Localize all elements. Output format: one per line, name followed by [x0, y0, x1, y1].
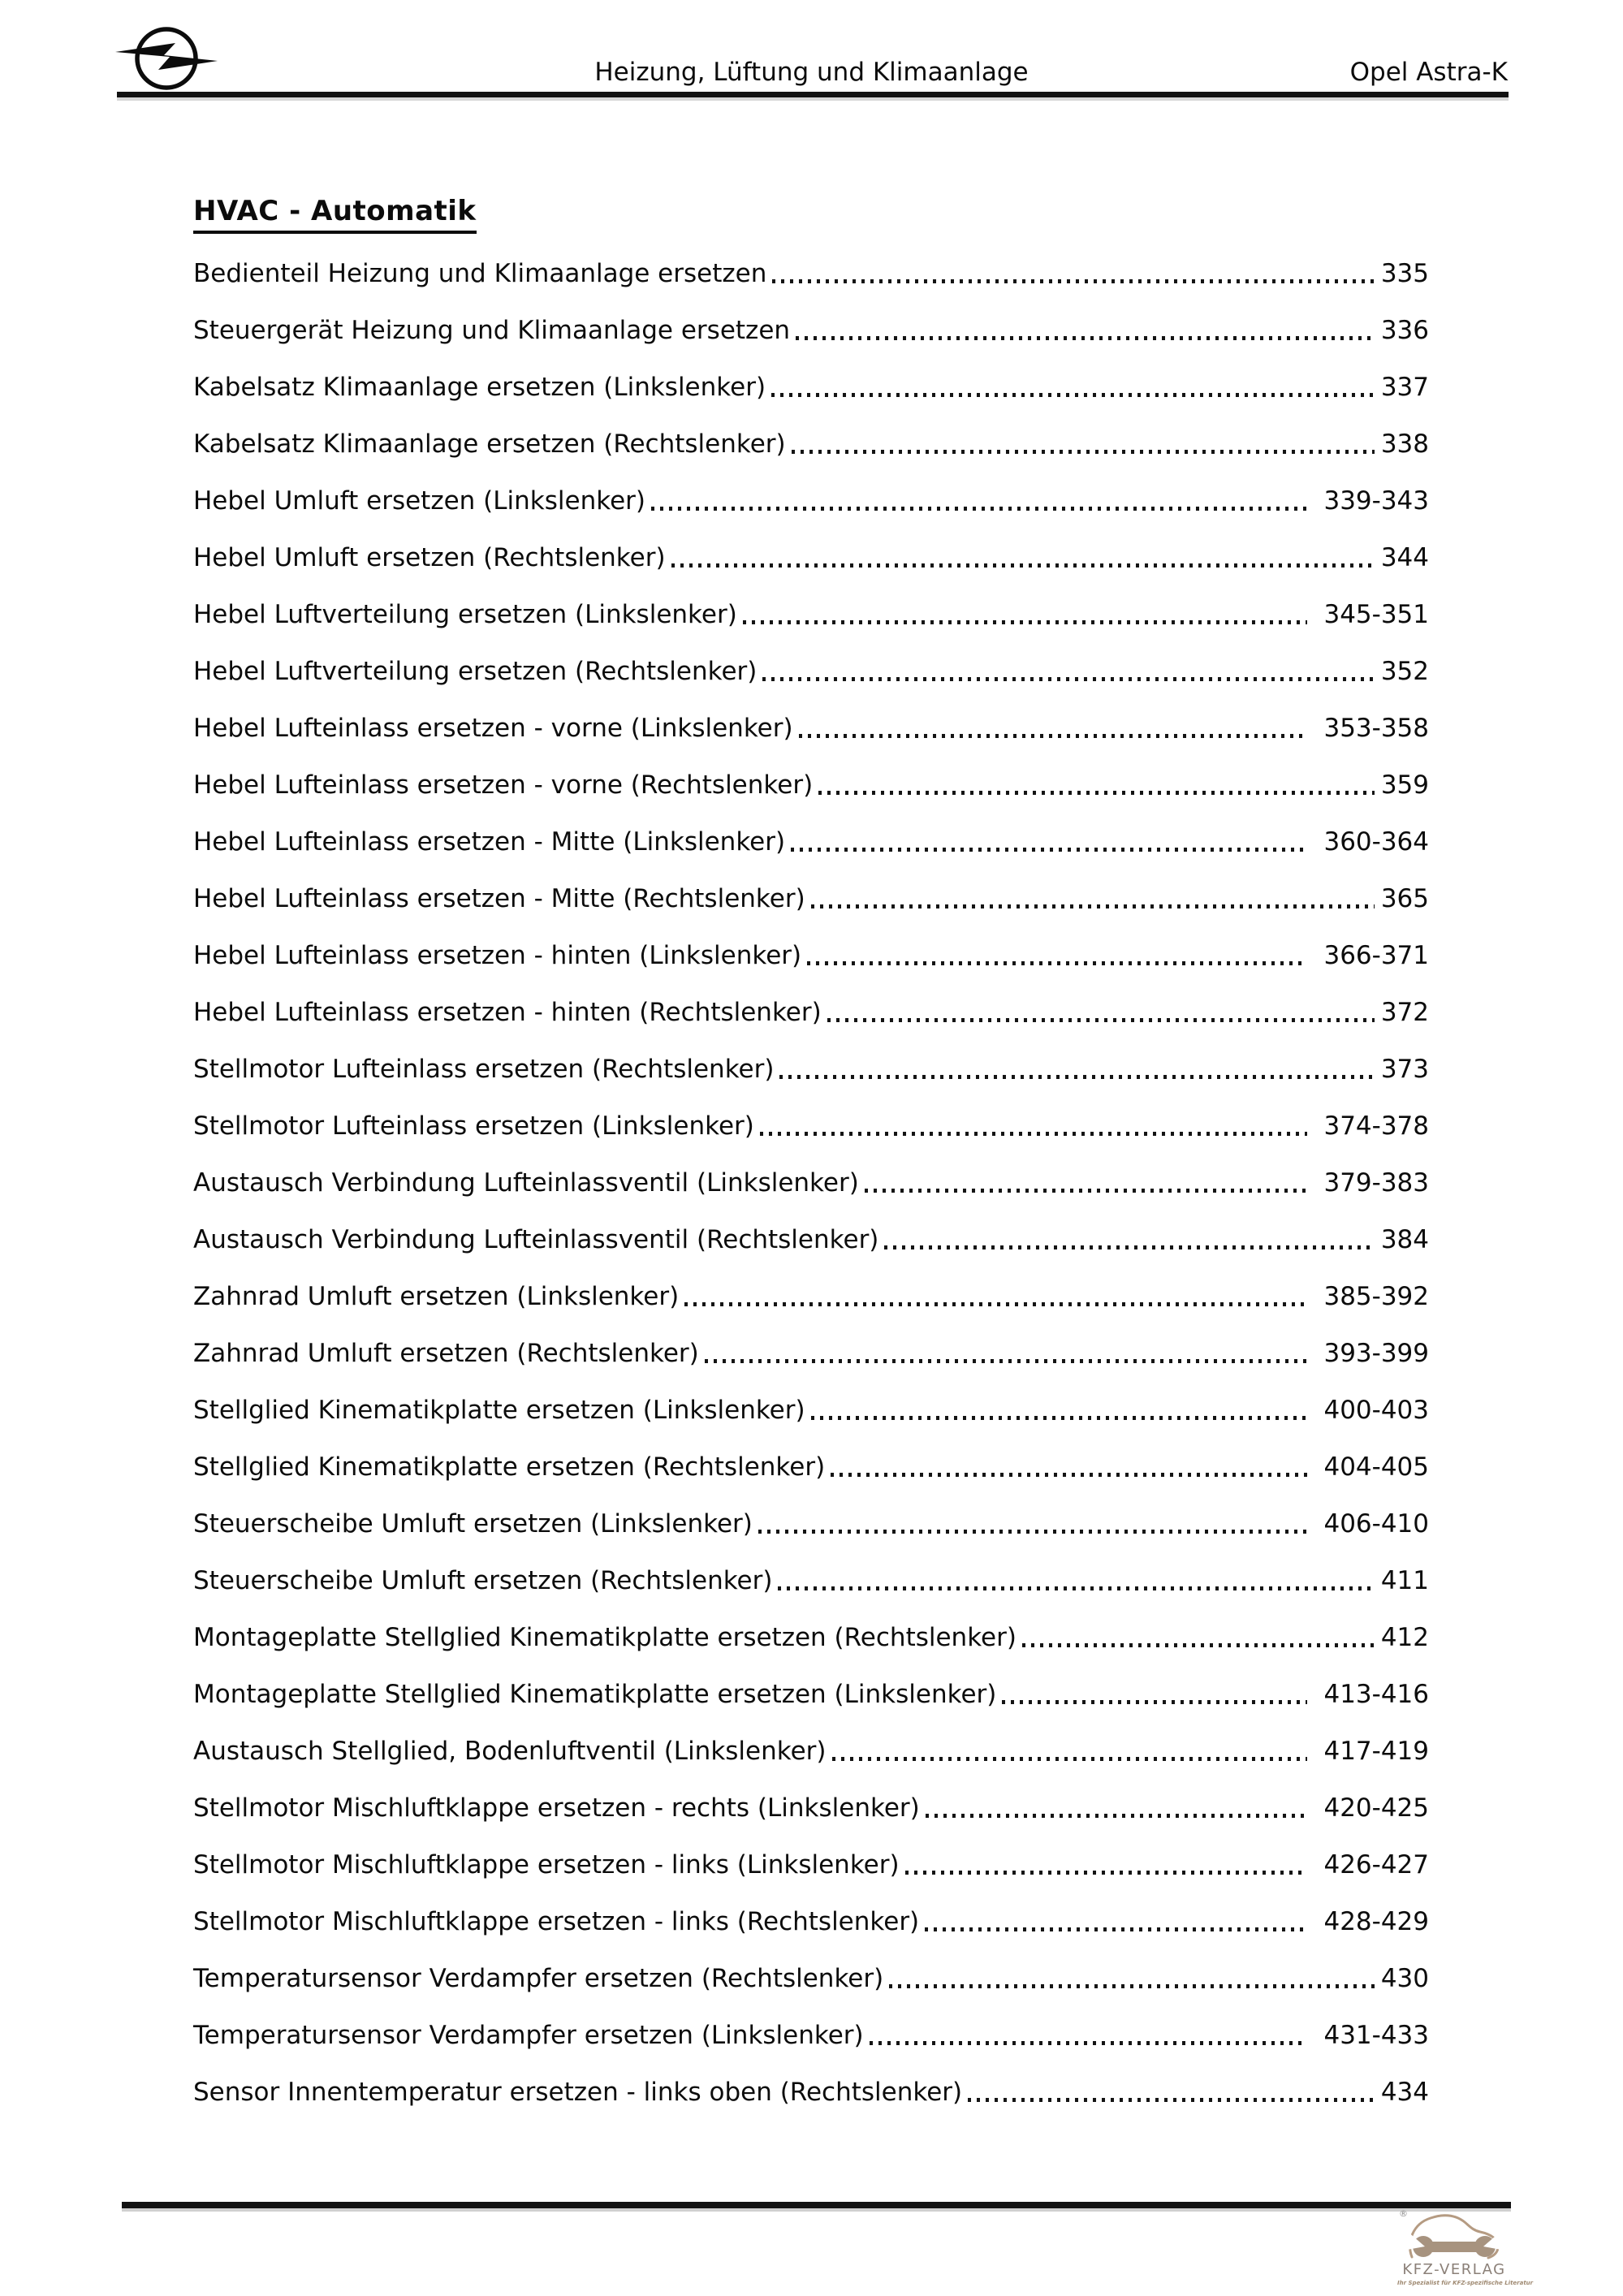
toc-entry-label: Temperatursensor Verdampfer ersetzen (Linkslenker): [193, 2021, 864, 2050]
toc-entry: [193, 529, 1429, 586]
toc-entry-label: Austausch Stellglied, Bodenluftventil (Linkslenker): [193, 1737, 827, 1766]
toc-entry-label: Temperatursensor Verdampfer ersetzen (Rechtslenker): [193, 1964, 884, 1993]
toc-entry-label: Kabelsatz Klimaanlage ersetzen (Rechtslenker): [193, 429, 786, 459]
dot-leader: [762, 643, 1374, 700]
toc-entry-page-number: 372: [1380, 998, 1429, 1027]
toc-entry: [193, 302, 1429, 359]
toc-entry: [193, 2064, 1429, 2121]
toc-entry-page-number: 393-399: [1323, 1339, 1429, 1368]
dot-leader: [671, 529, 1375, 586]
dot-leader: [818, 757, 1375, 814]
toc-entry: [193, 1495, 1429, 1552]
toc-entry-label: Stellmotor Mischluftklappe ersetzen - rechts (Linkslenker): [193, 1793, 920, 1823]
dot-leader: [778, 1552, 1374, 1609]
toc-entry-page-number: 345-351: [1323, 600, 1429, 629]
dot-leader: [758, 1495, 1308, 1552]
dot-leader: [827, 984, 1375, 1041]
toc-entry: [193, 1723, 1429, 1780]
toc-entry-page-number: 430: [1380, 1964, 1429, 1993]
header-divider: [117, 92, 1509, 97]
toc-entry-label: Zahnrad Umluft ersetzen (Rechtslenker): [193, 1339, 699, 1368]
toc-entry-page-number: 411: [1380, 1566, 1429, 1595]
dot-leader: [811, 870, 1375, 927]
toc-entry-page-number: 359: [1380, 770, 1429, 800]
toc-entry-label: Hebel Lufteinlass ersetzen - hinten (Rechtslenker): [193, 998, 822, 1027]
toc-entry-page-number: 417-419: [1323, 1737, 1429, 1766]
dot-leader: [684, 1268, 1307, 1325]
dot-leader: [651, 473, 1307, 529]
toc-entry-page-number: 384: [1380, 1225, 1429, 1254]
toc-entry-label: Stellmotor Mischluftklappe ersetzen - links (Rechtslenker): [193, 1907, 920, 1936]
toc-entry-label: Kabelsatz Klimaanlage ersetzen (Linkslenker): [193, 373, 766, 402]
dot-leader: [811, 1382, 1308, 1439]
toc-list: [193, 245, 1429, 2121]
toc-entry-page-number: 374-378: [1323, 1111, 1429, 1141]
toc-entry-page-number: 385-392: [1323, 1282, 1429, 1311]
toc-entry: [193, 2007, 1429, 2064]
toc-entry-label: Steuerscheibe Umluft ersetzen (Rechtslenker): [193, 1566, 773, 1595]
toc-entry-page-number: 336: [1380, 316, 1429, 345]
toc-entry-label: Hebel Lufteinlass ersetzen - vorne (Rechtslenker): [193, 770, 814, 800]
toc-entry-page-number: 352: [1380, 657, 1429, 686]
dot-leader: [771, 359, 1375, 416]
toc-entry-page-number: 373: [1380, 1055, 1429, 1084]
toc-entry: [193, 1325, 1429, 1382]
dot-leader: [925, 1893, 1307, 1950]
toc-entry: [193, 1439, 1429, 1495]
toc-entry-page-number: 400-403: [1323, 1396, 1429, 1425]
dot-leader: [865, 1154, 1308, 1211]
toc-entry-page-number: 338: [1380, 429, 1429, 459]
toc-entry-label: Stellglied Kinematikplatte ersetzen (Rechtslenker): [193, 1452, 826, 1482]
dot-leader: [792, 416, 1375, 473]
dot-leader: [705, 1325, 1308, 1382]
toc-entry-label: Hebel Lufteinlass ersetzen - Mitte (Rechtslenker): [193, 884, 805, 913]
toc-entry-label: Stellmotor Lufteinlass ersetzen (Linkslenker): [193, 1111, 754, 1141]
toc-entry-label: Stellmotor Lufteinlass ersetzen (Rechtslenker): [193, 1055, 775, 1084]
dot-leader: [799, 700, 1308, 757]
toc-entry: [193, 1268, 1429, 1325]
publisher-name: KFZ-VERLAG: [1402, 2261, 1506, 2278]
toc-entry: [193, 1893, 1429, 1950]
dot-leader: [832, 1723, 1308, 1780]
toc-entry-label: Hebel Luftverteilung ersetzen (Linkslenker): [193, 600, 737, 629]
toc-section: [193, 195, 1429, 2121]
dot-leader: [905, 1836, 1308, 1893]
toc-entry-page-number: 434: [1380, 2078, 1429, 2107]
toc-entry: [193, 1154, 1429, 1211]
dot-leader: [760, 1098, 1308, 1154]
toc-entry-page-number: 404-405: [1323, 1452, 1429, 1482]
toc-entry: [193, 984, 1429, 1041]
toc-entry-label: Hebel Lufteinlass ersetzen - Mitte (Linkslenker): [193, 827, 786, 857]
toc-entry: [193, 700, 1429, 757]
toc-entry-label: Austausch Verbindung Lufteinlassventil (Linkslenker): [193, 1168, 859, 1198]
toc-entry: [193, 1382, 1429, 1439]
toc-entry-label: Bedienteil Heizung und Klimaanlage ersetzen: [193, 259, 767, 288]
toc-entry: [193, 586, 1429, 643]
toc-entry-page-number: 344: [1380, 543, 1429, 572]
dot-leader: [1002, 1666, 1307, 1723]
toc-entry-page-number: 420-425: [1323, 1793, 1429, 1823]
toc-entry-page-number: 412: [1380, 1623, 1429, 1652]
toc-entry-page-number: 428-429: [1323, 1907, 1429, 1936]
dot-leader: [772, 245, 1374, 302]
toc-entry-label: Hebel Luftverteilung ersetzen (Rechtslenker): [193, 657, 758, 686]
toc-entry-page-number: 406-410: [1323, 1509, 1429, 1539]
toc-entry-label: Hebel Umluft ersetzen (Rechtslenker): [193, 543, 666, 572]
dot-leader: [831, 1439, 1307, 1495]
toc-entry: [193, 1666, 1429, 1723]
dot-leader: [870, 2007, 1308, 2064]
toc-entry-page-number: 413-416: [1323, 1680, 1429, 1709]
toc-entry-page-number: 379-383: [1323, 1168, 1429, 1198]
toc-entry-label: Sensor Innentemperatur ersetzen - links oben (Rechtslenker): [193, 2078, 963, 2107]
toc-entry-label: Austausch Verbindung Lufteinlassventil (Rechtslenker): [193, 1225, 879, 1254]
toc-entry: [193, 359, 1429, 416]
toc-entry: [193, 1552, 1429, 1609]
publisher-logo: [1397, 2205, 1534, 2287]
dot-leader: [779, 1041, 1374, 1098]
registered-trademark-symbol: ®: [1399, 2208, 1408, 2219]
toc-entry-label: Hebel Umluft ersetzen (Linkslenker): [193, 486, 645, 516]
toc-entry: [193, 245, 1429, 302]
toc-entry-page-number: 360-364: [1323, 827, 1429, 857]
toc-entry: [193, 643, 1429, 700]
toc-entry: [193, 1098, 1429, 1154]
toc-entry: [193, 870, 1429, 927]
dot-leader: [796, 302, 1375, 359]
toc-entry-label: Montageplatte Stellglied Kinematikplatte ersetzen (Linkslenker): [193, 1680, 997, 1709]
toc-entry: [193, 473, 1429, 529]
toc-entry: [193, 1836, 1429, 1893]
toc-entry-page-number: 353-358: [1323, 714, 1429, 743]
footer-divider: [122, 2202, 1511, 2208]
header-model: Opel Astra-K: [1349, 58, 1508, 87]
toc-entry: [193, 1211, 1429, 1268]
toc-entry: [193, 1950, 1429, 2007]
toc-entry-page-number: 365: [1380, 884, 1429, 913]
header-section-title: Heizung, Lüftung und Klimaanlage: [594, 58, 1029, 87]
toc-entry-label: Montageplatte Stellglied Kinematikplatte ersetzen (Rechtslenker): [193, 1623, 1017, 1652]
toc-entry-label: Hebel Lufteinlass ersetzen - vorne (Linkslenker): [193, 714, 793, 743]
page-title: HVAC - Automatik: [193, 195, 477, 234]
toc-entry: [193, 1041, 1429, 1098]
toc-entry-label: Steuerscheibe Umluft ersetzen (Linkslenker): [193, 1509, 753, 1539]
dot-leader: [884, 1211, 1374, 1268]
toc-entry-page-number: 335: [1380, 259, 1429, 288]
dot-leader: [743, 586, 1308, 643]
toc-entry: [193, 1609, 1429, 1666]
toc-entry: [193, 927, 1429, 984]
toc-entry-label: Steuergerät Heizung und Klimaanlage ersetzen: [193, 316, 791, 345]
toc-entry-label: Zahnrad Umluft ersetzen (Linkslenker): [193, 1282, 680, 1311]
dot-leader: [926, 1780, 1308, 1836]
dot-leader: [968, 2064, 1375, 2121]
toc-entry: [193, 814, 1429, 870]
toc-entry-page-number: 337: [1380, 373, 1429, 402]
toc-entry-page-number: 426-427: [1323, 1850, 1429, 1880]
publisher-tagline: Ihr Spezialist für KFZ-spezifische Literatur: [1397, 2280, 1534, 2286]
dot-leader: [1022, 1609, 1375, 1666]
toc-entry-page-number: 339-343: [1323, 486, 1429, 516]
toc-entry-label: Stellmotor Mischluftklappe ersetzen - links (Linkslenker): [193, 1850, 900, 1880]
toc-entry: [193, 757, 1429, 814]
toc-entry-label: Stellglied Kinematikplatte ersetzen (Linkslenker): [193, 1396, 805, 1425]
toc-entry: [193, 416, 1429, 473]
dot-leader: [889, 1950, 1375, 2007]
dot-leader: [791, 814, 1307, 870]
dot-leader: [807, 927, 1307, 984]
toc-entry: [193, 1780, 1429, 1836]
toc-entry-page-number: 366-371: [1323, 941, 1429, 970]
car-wrench-icon: [1402, 2212, 1506, 2260]
toc-entry-label: Hebel Lufteinlass ersetzen - hinten (Linkslenker): [193, 941, 802, 970]
toc-entry-page-number: 431-433: [1323, 2021, 1429, 2050]
